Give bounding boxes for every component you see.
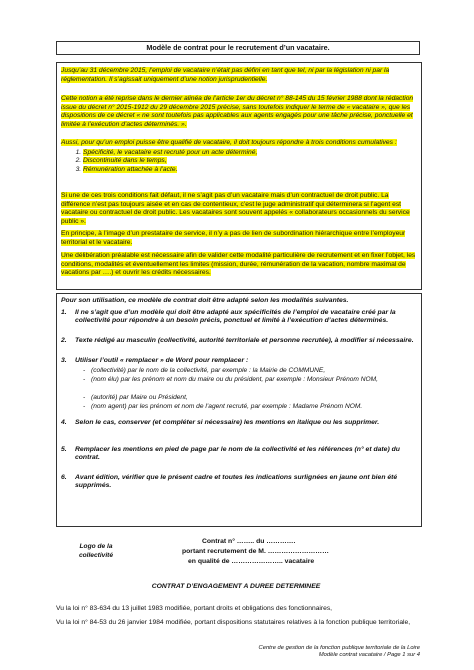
condition-text: Rémunération attachée à l’acte. <box>83 166 178 174</box>
instruction-item-3 <box>61 357 415 365</box>
contract-role-line: en qualité de ………………….. vacataire <box>188 558 315 565</box>
bullet-dash: - <box>83 403 86 410</box>
intro-text-1: Jusqu’au 31 décembre 2015, l’emploi de vacataire n’était pas défini en tant que tel, ni par la législation ni par la réglementation. Il s’agissait uniquement d’une notion jurisprudentielle. <box>61 67 390 83</box>
replace-item <box>83 376 413 384</box>
condition-item <box>83 157 417 166</box>
contract-reference <box>182 537 412 567</box>
replace-text: (autorité) par Maire ou Président, <box>91 394 188 401</box>
replace-item <box>83 394 413 402</box>
bullet-dash: - <box>83 376 86 383</box>
intro-text-2: Cette notion a été reprise dans le dernier alinéa de l’article 1er du décret n° 88-145 du 15 février 1988 dont la rédaction issue du décret n° 2015-1912 du 29 décembre 2015 précise, sans toutefois indiquer le terme de « vacataire », que les dispositions de ce décret « ne sont toutefois pas applicables aux agents engagés pour une tâche précise, ponctuelle et limitée à l’exécution d’actes déterminés. ». <box>61 95 414 129</box>
conditions-list <box>57 149 421 175</box>
page-footer <box>259 645 420 660</box>
instructions-box <box>56 293 422 527</box>
contract-number-line: Contrat n° …….. du …………. <box>202 538 296 545</box>
instruction-text: Texte rédigé au masculin (collectivité, autorité territoriale et personne recrutée), à modifier si nécessaire. <box>75 337 414 344</box>
intro-paragraph-5 <box>57 229 421 248</box>
instruction-text: Selon le cas, conserver (et compléter si nécessaire) les mentions en italique ou les supprimer. <box>75 419 380 426</box>
contract-recruitment-line: portant recrutement de M. ……………………… <box>182 548 329 555</box>
footer-line-2: Modèle contrat vacataire / Page 1 sur 4 <box>318 652 420 659</box>
vu-line-2: Vu la loi n° 84-53 du 26 janvier 1984 modifiée, portant dispositions statutaires relatives à la fonction publique territoriale, <box>56 619 411 626</box>
instruction-text: Remplacer les mentions en pied de page par le nom de la collectivité et les références (n° et date) du contrat. <box>75 446 400 462</box>
intro-text-6: Une délibération préalable est nécessaire afin de valider cette modalité particulière de recrutement et en fixer l’objet, les conditions, modalités et éventuellement les limites (mission, durée, rémunération de la vacation, nombre maximal de vacations par ….) et ouvrir les crédits nécessaires. <box>61 252 416 277</box>
intro-paragraph-3 <box>57 138 421 149</box>
intro-paragraph-1 <box>57 66 421 85</box>
vu-line-1: Vu la loi n° 83-634 du 13 juillet 1983 modifiée, portant droits et obligations des fonctionnaires, <box>56 605 333 612</box>
condition-text: Discontinuité dans le temps, <box>83 157 167 165</box>
intro-paragraph-2 <box>57 94 421 131</box>
bullet-dash: - <box>83 367 86 374</box>
instruction-item-2 <box>61 337 415 345</box>
footer-line-1: Centre de gestion de la fonction publique territoriale de la Loire <box>258 645 420 651</box>
intro-text-4: Si une de ces trois conditions fait défaut, il ne s’agit pas d’un vacataire mais d’un contractuel de droit public. La différence n’est pas toujours aisée et en cas de contentieux, c’est le juge administratif qui déterminera si l’agent est vacataire ou contractuel de droit public. Les vacataires sont souvent appelés « collaborateurs occasionnels du service public ». <box>61 192 410 226</box>
replace-text: (nom élu) par les prénom et nom du maire ou du président, par exemple : Monsieur Prénom NOM, <box>91 376 378 383</box>
instruction-number: 3. <box>61 357 67 364</box>
condition-item <box>83 149 417 158</box>
intro-text-3: Aussi, pour qu’un emploi puisse être qualifié de vacataire, il doit toujours répondre à trois conditions cumulatives : <box>61 139 397 146</box>
instruction-item-4 <box>61 419 415 427</box>
bullet-dash: - <box>83 394 86 401</box>
engagement-title: CONTRAT D’ENGAGEMENT A DUREE DETERMINEE <box>151 583 321 590</box>
intro-paragraph-6 <box>57 251 421 279</box>
instruction-text: Il ne s’agit que d’un modèle qui doit être adapté aux spécificités de l’emploi de vacataire créé par la collectivité pour répondre à un besoin précis, ponctuel et limité à l’exécution d’actes déterminés. <box>75 309 396 325</box>
replace-text: (collectivité) par le nom de la collectivité, par exemple : la Mairie de COMMUNE, <box>91 367 326 374</box>
replace-text: (nom agent) par les prénom et nom de l’agent recruté, par exemple : Madame Prénom NOM. <box>91 403 363 410</box>
instruction-text: Avant édition, vérifier que le présent cadre et toutes les indications surlignées en jaune ont bien été supprimés. <box>75 474 398 490</box>
intro-text-5: En principe, à l’image d’un prestataire de service, il n’y a pas de lien de subordination hiérarchique entre l’employeur territorial et le vacataire. <box>61 230 406 246</box>
logo-placeholder-label: Logo de la collectivité <box>78 543 114 559</box>
instruction-number: 6. <box>61 474 67 481</box>
instruction-item-5 <box>61 446 415 463</box>
replace-item <box>83 367 413 375</box>
instruction-item-1 <box>61 309 415 326</box>
instruction-text: Utiliser l’outil « remplacer » de Word pour remplacer : <box>75 357 249 364</box>
instruction-number: 4. <box>61 419 67 426</box>
instruction-item-6 <box>61 474 415 491</box>
replace-item <box>83 403 413 411</box>
condition-item <box>83 166 417 175</box>
instruction-number: 1. <box>61 309 67 316</box>
intro-paragraph-4 <box>57 191 421 228</box>
condition-text: Spécificité, le vacataire est recruté pour un acte déterminé, <box>83 148 258 156</box>
document-title: Modèle de contrat pour le recrutement d’un vacataire. <box>56 41 420 55</box>
instructions-heading: Pour son utilisation, ce modèle de contrat doit être adapté selon les modalités suivantes. <box>61 297 349 304</box>
instruction-number: 2. <box>61 337 67 344</box>
intro-box <box>56 62 422 290</box>
instruction-number: 5. <box>61 446 67 453</box>
